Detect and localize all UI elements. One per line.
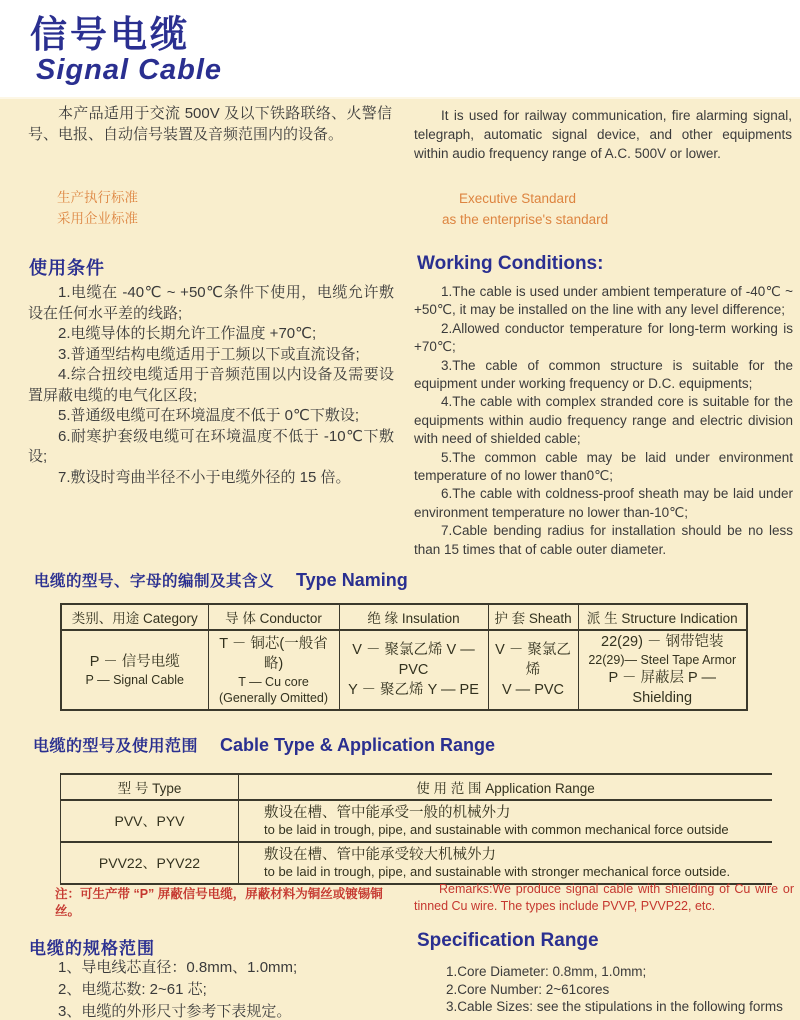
col-header-conductor: 导 体 Conductor (208, 604, 339, 630)
application-range-heading-zh: 电缆的型号及使用范围 (33, 738, 199, 755)
col-header-application-range: 使 用 范 围 Application Range (239, 774, 773, 800)
insulation-line1: V － 聚氯乙烯 V — PVC (352, 642, 475, 678)
type-value: PVV22、PYV22 (61, 842, 239, 884)
application-desc-zh: 敷设在槽、管中能承受一般的机械外力 (264, 805, 511, 821)
type-value: PVV、PYV (61, 800, 239, 842)
type-naming-table (60, 603, 748, 711)
application-range-heading (33, 733, 495, 756)
cell-sheath (488, 630, 578, 710)
wc-zh-item: 2.电缆导体的长期允许工作温度 +70℃; (58, 325, 317, 342)
standards-zh-line1: 生产执行标准 (57, 190, 138, 205)
wc-en-item: 2.Allowed conductor temperature for long-term working is +70℃; (414, 320, 793, 355)
type-naming-body-row (61, 630, 747, 710)
structure-line2: 22(29)— Steel Tape Armor (588, 653, 737, 667)
application-desc-en: to be laid in trough, pipe, and sustainable with stronger mechanical force outside. (264, 864, 731, 879)
intro-paragraph-zh: 本产品适用于交流 500V 及以下铁路联络、火警信号、电报、自动信号装置及音频范围内的设备。 (28, 105, 392, 143)
standards-en-line1: Executive Standard (459, 191, 577, 206)
wc-zh-item: 6.耐寒护套级电缆可在环境温度不低于 -10℃下敷设; (28, 427, 394, 465)
specification-list-en (446, 963, 783, 1016)
category-en: P — Signal Cable (85, 673, 184, 687)
specification-range-heading-zh: 电缆的规格范围 (29, 939, 155, 958)
col-header-structure: 派 生 Structure Indication (578, 604, 747, 630)
cell-structure (578, 630, 747, 710)
page-title-zh: 信号电缆 (30, 14, 190, 55)
application-range-heading-en: Cable Type & Application Range (220, 735, 496, 755)
type-naming-heading-en: Type Naming (296, 570, 408, 590)
wc-zh-item: 4.综合扭绞电缆适用于音频范围以内设备及需要设置屏蔽电缆的电气化区段; (28, 366, 394, 404)
specification-list-zh (58, 957, 297, 1020)
standards-en-line2: as the enterprise's standard (442, 211, 609, 227)
col-header-sheath: 护 套 Sheath (488, 604, 578, 630)
spec-en-item: 3.Cable Sizes: see the stipulations in the following forms (446, 999, 783, 1014)
shielding-note-en: Remarks:We produce signal cable with shielding of Cu wire or tinned Cu wire. The types include PVVP, PVVP22, etc. (414, 882, 794, 913)
application-desc-en: to be laid in trough, pipe, and sustainable with common mechanical force outside (264, 822, 729, 837)
table-row-pvv (61, 800, 773, 842)
working-conditions-list-en (414, 283, 793, 559)
wc-en-item: 6.The cable with coldness-proof sheath may be laid under environment temperature no lower than-10℃; (414, 486, 793, 520)
wc-en-item: 7.Cable bending radius for installation should be no less than 15 times that of cable outer diameter. (414, 523, 793, 557)
page-title-en: Signal Cable (36, 54, 223, 86)
standards-note-en (442, 189, 608, 230)
wc-en-item: 3.The cable of common structure is suitable for the equipment under working frequency or D.C. equipments; (414, 357, 793, 392)
type-naming-header-row (61, 604, 747, 630)
spec-zh-item: 2、电缆芯数: 2~61 芯; (58, 981, 207, 998)
sheath-zh: V － 聚氯乙烯 (495, 642, 571, 678)
wc-zh-item: 3.普通型结构电缆适用于工频以下或直流设备; (58, 345, 360, 363)
standards-zh-line2: 采用企业标准 (57, 210, 138, 226)
application-range-table (60, 773, 772, 885)
category-zh: P － 信号电缆 (89, 654, 180, 670)
header-band (0, 0, 800, 99)
application-range-header-row (61, 774, 773, 800)
table-row-pvv22 (61, 842, 773, 884)
spec-zh-item: 3、电缆的外形尺寸参考下表规定。 (58, 1003, 292, 1020)
wc-en-item: 4.The cable with complex stranded core is suitable for the equipments within audio frequency range and electric division with need of shielded cable; (414, 394, 793, 447)
working-conditions-heading-zh: 使用条件 (29, 258, 105, 278)
conductor-zh: T － 铜芯(一般省略) (219, 636, 328, 672)
intro-paragraph-en: It is used for railway communication, fire alarming signal, telegraph, automatic signal device, and other equipments within audio frequency range of A.C. 500V or lower. (414, 108, 792, 161)
structure-line3: P － 屏蔽层 P — Shielding (608, 670, 716, 706)
spec-en-item: 1.Core Diameter: 0.8mm, 1.0mm; (446, 964, 647, 979)
application-desc (239, 842, 773, 884)
conductor-en: T — Cu core (Generally Omitted) (218, 675, 329, 705)
standards-note-zh (57, 188, 138, 229)
structure-line1: 22(29) － 钢带铠装 (601, 634, 724, 650)
spec-en-item: 2.Core Number: 2~61cores (446, 981, 610, 997)
wc-zh-item: 5.普通级电缆可在环境温度不低于 0℃下敷设; (58, 407, 360, 424)
wc-en-item: 5.The common cable may be laid under environment temperature of no lower than0℃; (414, 449, 793, 484)
sheath-en: V — PVC (501, 682, 565, 698)
application-desc-zh: 敷设在槽、管中能承受较大机械外力 (264, 847, 496, 863)
spec-zh-item: 1、导电线芯直径：0.8mm、1.0mm; (58, 959, 298, 976)
wc-zh-item: 1.电缆在 -40℃ ~ +50℃条件下使用，电缆允许敷设在任何水平差的线路; (28, 284, 394, 322)
col-header-insulation: 绝 缘 Insulation (339, 604, 488, 630)
cell-insulation (339, 630, 488, 710)
insulation-line2: Y － 聚乙烯 Y — PE (348, 682, 479, 698)
col-header-type: 型 号 Type (61, 774, 239, 800)
specification-range-heading-en: Specification Range (417, 930, 599, 951)
application-desc (239, 800, 773, 842)
working-conditions-list-zh (28, 283, 394, 488)
cell-category (61, 630, 208, 710)
wc-en-item: 1.The cable is used under ambient temperature of -40℃ ~ +50℃, it may be installed on the line with any level difference; (414, 284, 793, 318)
shielding-note-zh: 注：可生产带 “P” 屏蔽信号电缆，屏蔽材料为铜丝或镀锡铜丝。 (55, 887, 383, 918)
type-naming-heading-zh: 电缆的型号、字母的编制及其含义 (34, 573, 275, 590)
working-conditions-heading-en: Working Conditions: (417, 253, 604, 274)
col-header-category: 类别、用途 Category (61, 604, 208, 630)
type-naming-heading (34, 569, 408, 591)
cell-conductor (208, 630, 339, 710)
wc-zh-item: 7.敷设时弯曲半径不小于电缆外径的 15 倍。 (58, 468, 351, 486)
